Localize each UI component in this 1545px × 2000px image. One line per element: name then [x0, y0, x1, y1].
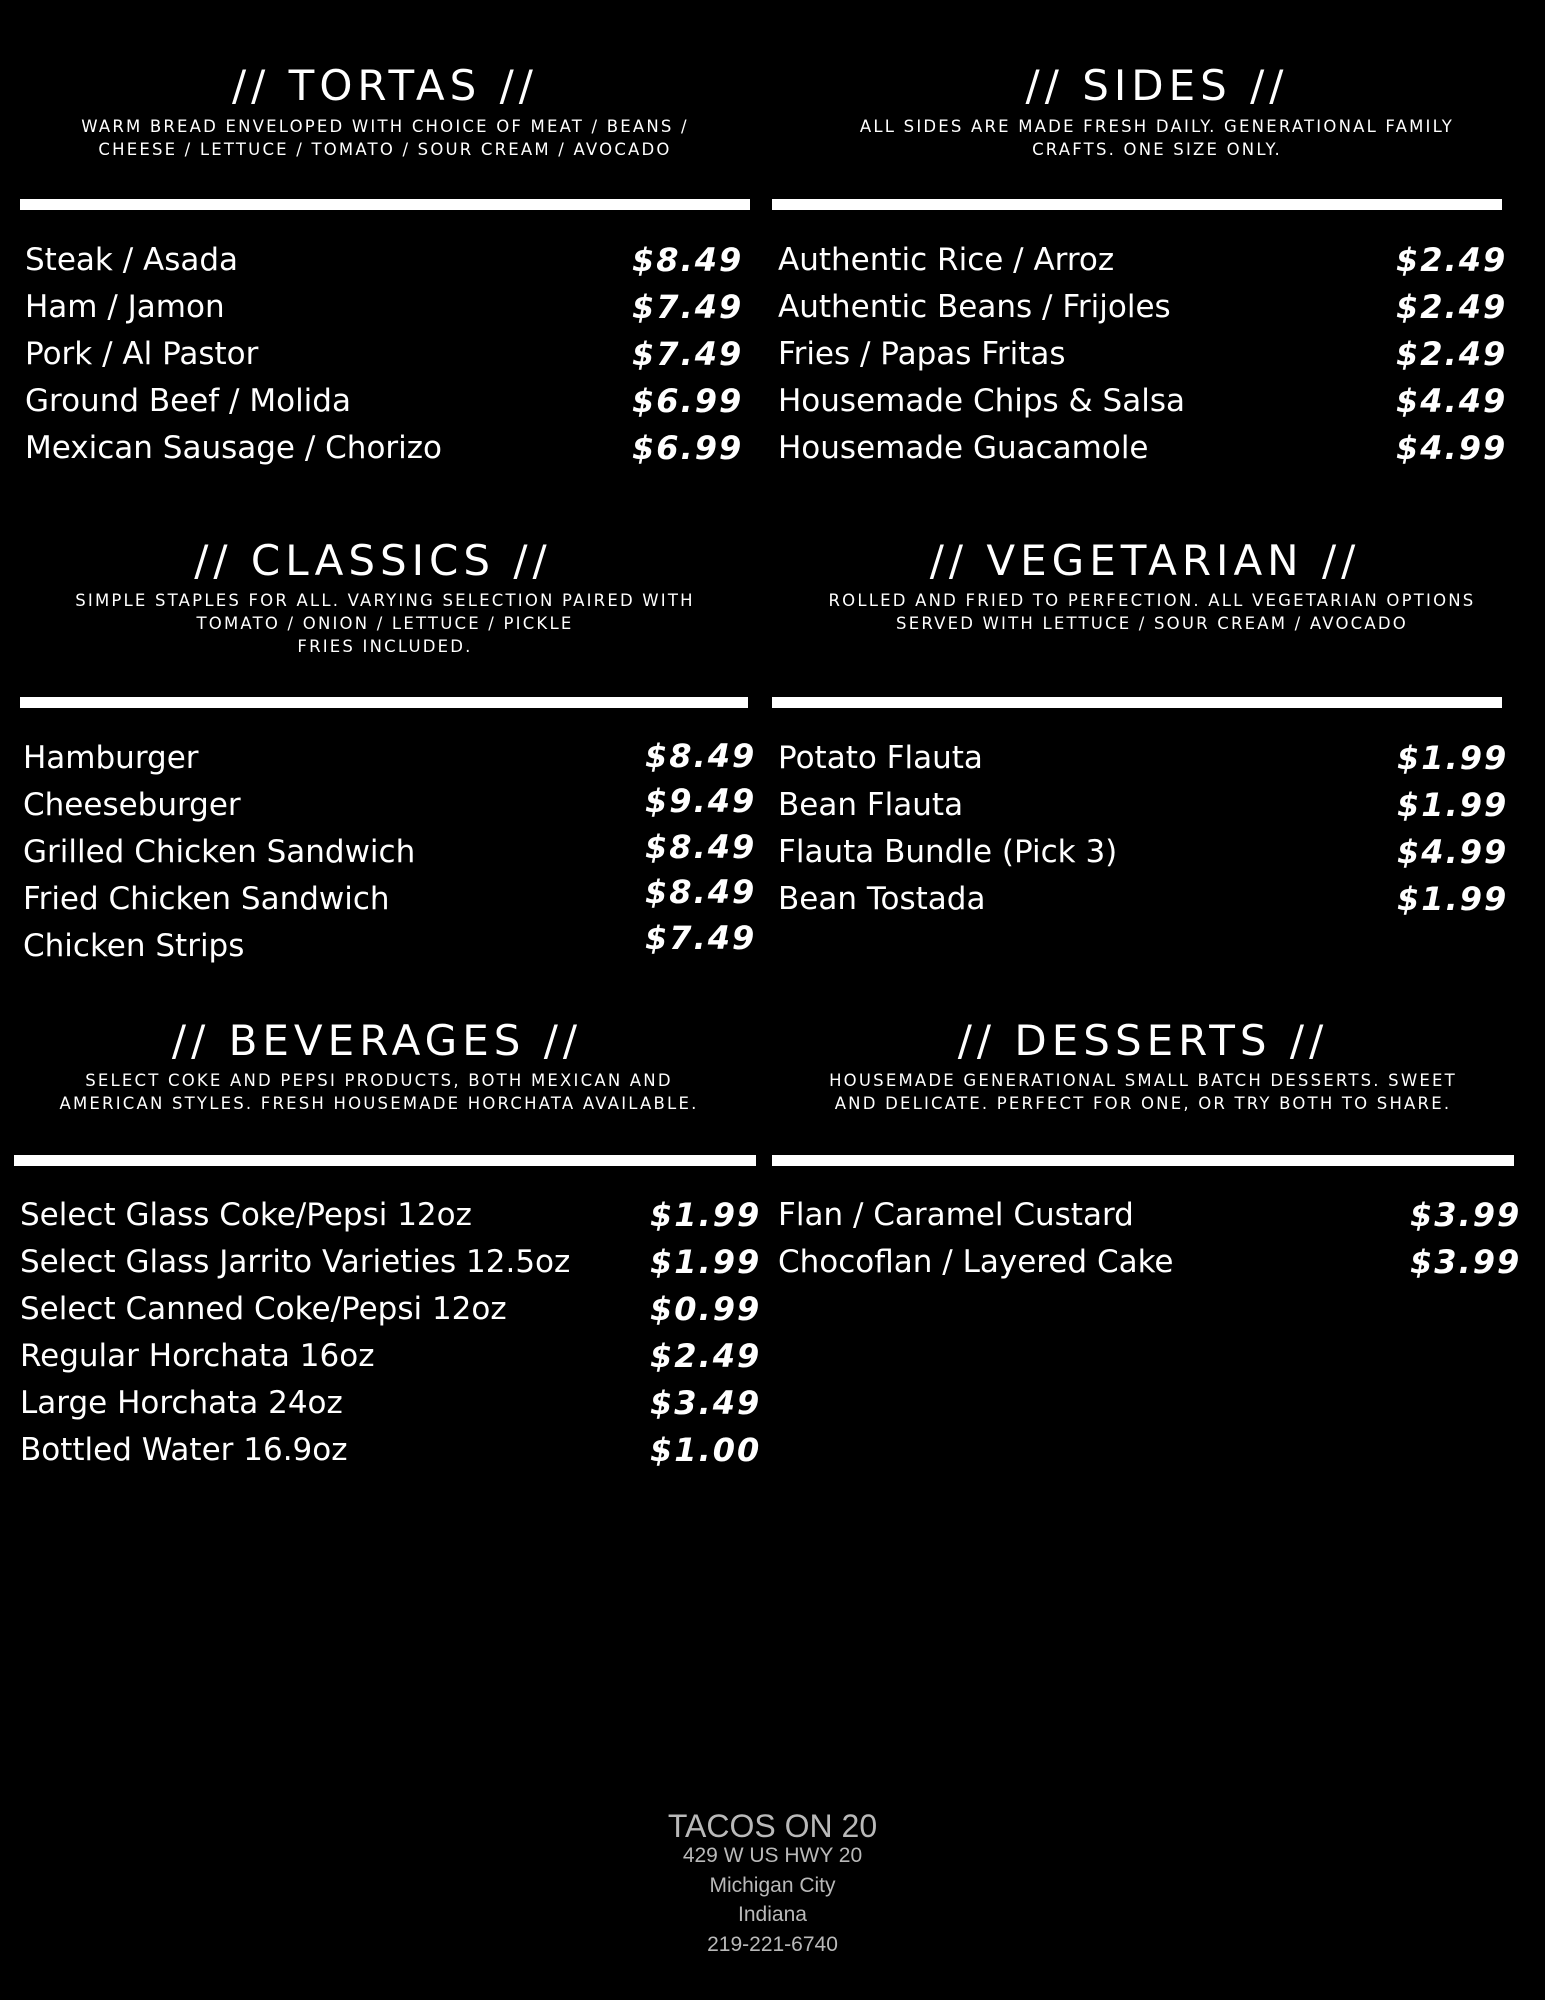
- vegetarian-description: ROLLED AND FRIED TO PERFECTION. ALL VEGETARIAN OPTIONS SERVED WITH LETTUCE / SOUR CREAM / AVOCADO: [828, 591, 1476, 633]
- item-price: $1.99: [1397, 739, 1509, 777]
- item-price: $4.49: [1396, 382, 1508, 420]
- menu-item: [20, 287, 750, 327]
- menu-item: [20, 381, 750, 421]
- item-price: $8.49: [645, 828, 757, 866]
- item-price: $1.99: [650, 1196, 762, 1234]
- menu-item: [20, 737, 757, 778]
- item-price: $3.99: [1410, 1196, 1522, 1234]
- desserts-description: HOUSEMADE GENERATIONAL SMALL BATCH DESSERTS. SWEET AND DELICATE. PERFECT FOR ONE, OR TRY BOTH TO SHARE.: [829, 1071, 1457, 1113]
- menu-item: [20, 334, 750, 374]
- item-name: Bottled Water 16.9oz: [20, 1432, 348, 1468]
- section-vegetarian: [772, 535, 1509, 975]
- item-name: Housemade Guacamole: [778, 430, 1149, 466]
- menu-item: [772, 287, 1508, 327]
- item-name: Hamburger: [23, 740, 199, 776]
- item-price: $9.49: [645, 782, 757, 820]
- item-name: Housemade Chips & Salsa: [778, 383, 1185, 419]
- item-name: Select Canned Coke/Pepsi 12oz: [20, 1291, 507, 1327]
- menu-item: [20, 828, 757, 872]
- sides-divider: [772, 199, 1502, 210]
- item-price: $3.49: [650, 1384, 762, 1422]
- item-price: $7.49: [645, 919, 757, 957]
- item-name: Select Glass Jarrito Varieties 12.5oz: [20, 1244, 571, 1280]
- beverages-description: SELECT COKE AND PEPSI PRODUCTS, BOTH MEXICAN AND AMERICAN STYLES. FRESH HOUSEMADE HORCHATA AVAILABLE.: [59, 1071, 699, 1113]
- address-street: 429 W US HWY 20: [682, 1844, 863, 1867]
- item-price: $0.99: [650, 1290, 762, 1328]
- menu-item: [14, 1383, 762, 1423]
- menu-item: [14, 1289, 762, 1329]
- menu-item: [772, 428, 1508, 468]
- vegetarian-divider: [772, 697, 1502, 708]
- menu-item: [14, 1242, 762, 1282]
- item-name: Ground Beef / Molida: [25, 383, 351, 419]
- item-price: $3.99: [1410, 1243, 1522, 1281]
- item-name: Cheeseburger: [23, 787, 241, 823]
- item-price: $8.49: [645, 737, 757, 775]
- tortas-description: WARM BREAD ENVELOPED WITH CHOICE OF MEAT / BEANS / CHEESE / LETTUCE / TOMATO / SOUR CREAM / AVOCADO: [81, 117, 689, 159]
- menu-item: [20, 873, 757, 919]
- item-name: Steak / Asada: [25, 242, 239, 278]
- item-price: $7.49: [632, 288, 744, 326]
- footer-contact: [0, 1808, 1545, 1968]
- address-city: Michigan City: [709, 1874, 836, 1897]
- section-tortas: [20, 60, 750, 480]
- restaurant-name: TACOS ON 20: [667, 1808, 878, 1844]
- item-price: $1.99: [650, 1243, 762, 1281]
- tortas-title: // TORTAS //: [232, 61, 538, 110]
- classics-divider: [20, 697, 748, 708]
- classics-description: SIMPLE STAPLES FOR ALL. VARYING SELECTION PAIRED WITH TOMATO / ONION / LETTUCE / PICKLE FRIES INCLUDED.: [75, 591, 695, 656]
- item-price: $2.49: [650, 1337, 762, 1375]
- item-name: Fries / Papas Fritas: [778, 336, 1066, 372]
- menu-item: [20, 240, 750, 280]
- sides-title: // SIDES //: [1025, 61, 1289, 110]
- menu-item: [772, 785, 1509, 825]
- item-price: $6.99: [632, 382, 744, 420]
- section-desserts: [772, 1015, 1522, 1315]
- item-name: Large Horchata 24oz: [20, 1385, 343, 1421]
- classics-title: // CLASSICS //: [194, 536, 552, 585]
- tortas-divider: [20, 199, 750, 210]
- item-price: $6.99: [632, 429, 744, 467]
- item-name: Potato Flauta: [778, 740, 983, 776]
- item-price: $2.49: [1396, 288, 1508, 326]
- item-name: Pork / Al Pastor: [25, 336, 259, 372]
- item-price: $2.49: [1396, 241, 1508, 279]
- menu-item: [772, 334, 1508, 374]
- menu-item: [772, 1195, 1522, 1235]
- item-name: Authentic Beans / Frijoles: [778, 289, 1171, 325]
- item-price: $1.99: [1397, 880, 1509, 918]
- section-beverages: [14, 1015, 762, 1485]
- item-name: Chicken Strips: [23, 928, 245, 964]
- menu-item: [772, 1242, 1522, 1282]
- item-name: Ham / Jamon: [25, 289, 225, 325]
- menu-item: [772, 832, 1509, 872]
- item-name: Authentic Rice / Arroz: [778, 242, 1115, 278]
- item-price: $8.49: [632, 241, 744, 279]
- item-name: Flauta Bundle (Pick 3): [778, 834, 1118, 870]
- vegetarian-title: // VEGETARIAN //: [929, 536, 1361, 585]
- menu-item: [20, 919, 757, 966]
- item-name: Regular Horchata 16oz: [20, 1338, 375, 1374]
- item-price: $1.00: [650, 1431, 762, 1469]
- sides-description: ALL SIDES ARE MADE FRESH DAILY. GENERATIONAL FAMILY CRAFTS. ONE SIZE ONLY.: [859, 117, 1455, 159]
- item-name: Bean Tostada: [778, 881, 986, 917]
- section-classics: [20, 535, 757, 975]
- item-price: $7.49: [632, 335, 744, 373]
- item-price: $4.99: [1396, 429, 1508, 467]
- item-name: Grilled Chicken Sandwich: [23, 834, 416, 870]
- menu-item: [772, 240, 1508, 280]
- item-name: Flan / Caramel Custard: [778, 1197, 1134, 1233]
- beverages-title: // BEVERAGES //: [171, 1016, 583, 1065]
- item-price: $8.49: [645, 873, 757, 911]
- menu-item: [772, 381, 1508, 421]
- item-name: Mexican Sausage / Chorizo: [25, 430, 443, 466]
- menu-item: [772, 738, 1509, 778]
- menu-item: [14, 1430, 762, 1470]
- menu-item: [20, 428, 750, 468]
- menu-item: [14, 1195, 762, 1235]
- address-state: Indiana: [738, 1903, 807, 1926]
- phone-number: 219-221-6740: [707, 1933, 838, 1956]
- menu-item: [20, 782, 757, 825]
- item-name: Fried Chicken Sandwich: [23, 881, 390, 917]
- item-price: $2.49: [1396, 335, 1508, 373]
- menu-item: [14, 1336, 762, 1376]
- item-name: Bean Flauta: [778, 787, 964, 823]
- item-price: $4.99: [1397, 833, 1509, 871]
- beverages-divider: [14, 1155, 756, 1166]
- item-price: $1.99: [1397, 786, 1509, 824]
- menu-item: [772, 879, 1509, 919]
- item-name: Select Glass Coke/Pepsi 12oz: [20, 1197, 472, 1233]
- section-sides: [772, 60, 1508, 480]
- desserts-title: // DESSERTS //: [957, 1016, 1329, 1065]
- item-name: Chocoflan / Layered Cake: [778, 1244, 1174, 1280]
- desserts-divider: [772, 1155, 1514, 1166]
